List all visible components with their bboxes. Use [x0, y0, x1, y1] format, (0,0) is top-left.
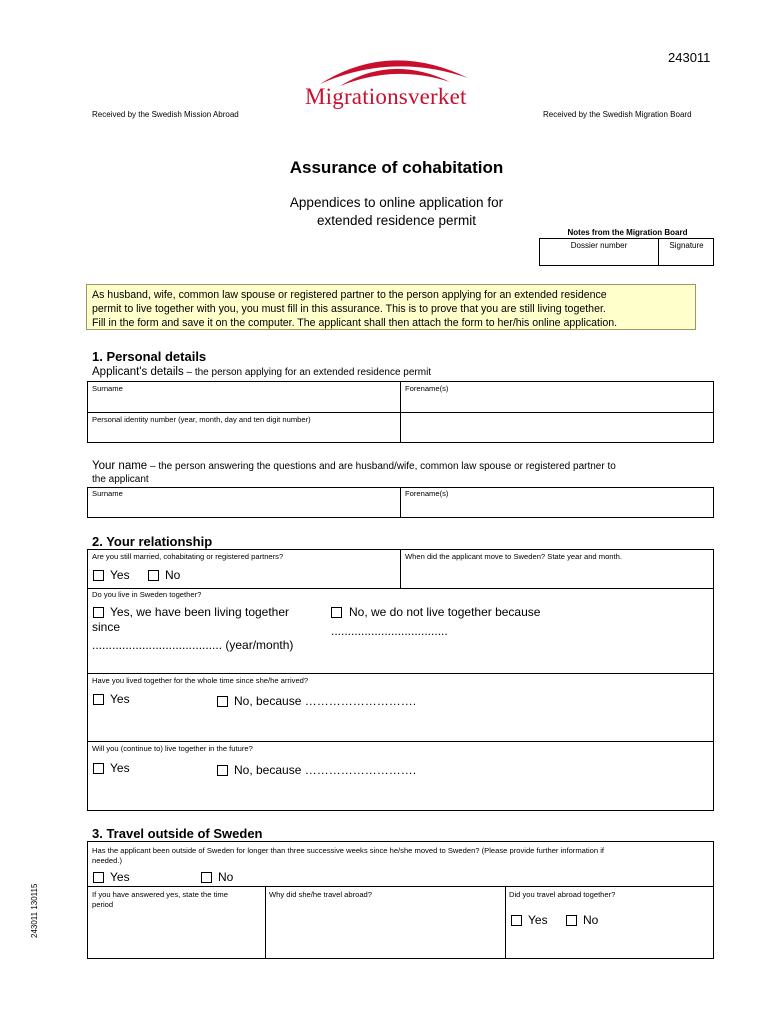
section-3-heading: 3. Travel outside of Sweden [92, 826, 263, 841]
dossier-number-field: Dossier number [570, 241, 628, 250]
subtitle-line-2: extended residence permit [316, 213, 477, 228]
q2-year-month-field[interactable]: ....................................... (year/month) [92, 638, 294, 652]
intro-line-3: Fill in the form and save it on the computer. The applicant shall then attach the form to her/his online application. [92, 317, 618, 329]
q3-no-checkbox[interactable] [217, 696, 228, 707]
q4-yes-checkbox[interactable] [93, 763, 104, 774]
intro-line-1: As husband, wife, common law spouse or registered partner to the person applying for an extended residence [92, 289, 607, 301]
your-name-title: Your name [92, 460, 148, 472]
q2-yes-checkbox[interactable] [93, 607, 104, 618]
q-live-in-sweden-label: Do you live in Sweden together? [92, 590, 202, 599]
q1-no-checkbox[interactable] [148, 570, 159, 581]
applicant-details-box [87, 381, 714, 443]
q1-yes-checkbox[interactable] [93, 570, 104, 581]
personal-identity-number-field[interactable]: Personal identity number (year, month, day and ten digit number) [92, 415, 311, 424]
migrationsverket-logo [300, 48, 490, 116]
q2-since-label: since [92, 620, 121, 634]
personal-identity-number-input[interactable] [405, 415, 705, 439]
q1-yes-label: Yes [110, 568, 130, 582]
received-mission-label: Received by the Swedish Mission Abroad [92, 110, 239, 119]
your-name-heading [92, 460, 712, 486]
notes-box [539, 238, 714, 266]
q-whole-time-label: Have you lived together for the whole time since she/he arrived? [92, 676, 309, 685]
travel-no-label: No [218, 870, 234, 884]
applicant-details-desc: – the person applying for an extended residence permit [183, 367, 432, 378]
form-number: 243011 [668, 50, 711, 65]
q2-no-checkbox[interactable] [331, 607, 342, 618]
q3-yes-checkbox[interactable] [93, 694, 104, 705]
logo-text: Migrationsverket [305, 84, 467, 109]
time-period-line-1: If you have answered yes, state the time [92, 890, 228, 899]
travel-together-no-label: No [583, 913, 599, 927]
travel-reason-field[interactable]: Why did she/he travel abroad? [269, 890, 372, 899]
travel-yes-label: Yes [110, 870, 130, 884]
your-name-desc-2: the applicant [92, 474, 149, 485]
q4-yes-label: Yes [110, 761, 130, 775]
subtitle-line-1: Appendices to online application for [289, 195, 504, 210]
travel-yes-checkbox[interactable] [93, 872, 104, 883]
page-subtitle [0, 194, 768, 230]
q-still-married-label: Are you still married, cohabitating or registered partners? [92, 552, 284, 561]
side-form-code: 243011 130115 [30, 883, 39, 938]
relationship-box [87, 549, 714, 811]
side-code-wrapper [30, 883, 84, 947]
q-move-date-label[interactable]: When did the applicant move to Sweden? State year and month. [405, 552, 622, 561]
intro-box [86, 284, 696, 330]
section-1-heading: 1. Personal details [92, 349, 207, 364]
q1-no-label: No [165, 568, 181, 582]
q2-no-label: No, we do not live together because [349, 605, 541, 619]
your-surname-field[interactable]: Surname [92, 489, 123, 498]
travel-box [87, 841, 714, 959]
travel-together-yes-label: Yes [528, 913, 548, 927]
logo-arc-icon [300, 48, 490, 88]
time-period-line-2: period [92, 900, 114, 909]
applicant-details-title: Applicant's details [92, 366, 184, 378]
q3-no-label[interactable]: No, because ………………………. [234, 694, 417, 708]
travel-together-yes-checkbox[interactable] [511, 915, 522, 926]
q4-no-label[interactable]: No, because ………………………. [234, 763, 417, 777]
received-board-label: Received by the Swedish Migration Board [543, 110, 692, 119]
your-name-box [87, 487, 714, 518]
travel-together-no-checkbox[interactable] [566, 915, 577, 926]
q2-because-field[interactable]: ................................... [331, 624, 448, 638]
q-outside-sweden-label [92, 846, 707, 866]
q-outside-sweden-line-2: needed.) [92, 856, 122, 865]
intro-line-2: permit to live together with you, you must fill in this assurance. This is to prove that you are still living together. [92, 303, 606, 315]
travel-no-checkbox[interactable] [201, 872, 212, 883]
notes-label: Notes from the Migration Board [567, 228, 688, 237]
q4-no-checkbox[interactable] [217, 765, 228, 776]
travel-together-label: Did you travel abroad together? [509, 890, 616, 899]
applicant-surname-field[interactable]: Surname [92, 384, 123, 393]
page-title: Assurance of cohabitation [289, 158, 504, 177]
applicant-details-heading [92, 366, 431, 378]
q-outside-sweden-line-1: Has the applicant been outside of Sweden for longer than three successive weeks since he/she moved to Sweden? (Please provide further information if [92, 846, 605, 855]
q2-yes-label: Yes, we have been living together [110, 605, 290, 619]
applicant-forename-field[interactable]: Forename(s) [405, 384, 449, 393]
section-2-heading: 2. Your relationship [92, 534, 213, 549]
q-future-label: Will you (continue to) live together in the future? [92, 744, 253, 753]
your-name-desc: – the person answering the questions and are husband/wife, common law spouse or registered partner to [147, 461, 616, 472]
time-period-field[interactable] [92, 890, 262, 910]
q3-yes-label: Yes [110, 692, 130, 706]
your-forename-field[interactable]: Forename(s) [405, 489, 449, 498]
signature-field: Signature [669, 241, 704, 250]
